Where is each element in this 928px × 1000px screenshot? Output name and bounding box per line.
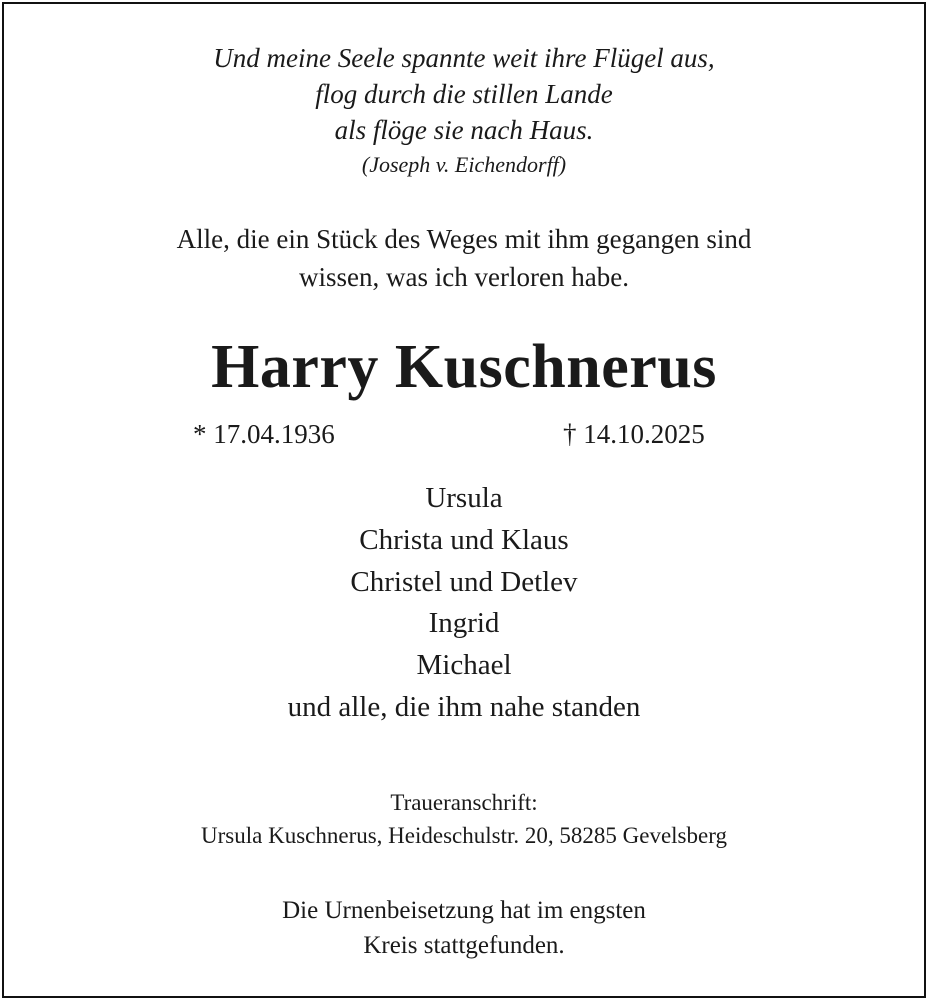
address-label: Traueranschrift: — [390, 790, 538, 815]
burial-notice — [0, 893, 928, 963]
notice-line: Kreis stattgefunden. — [363, 932, 565, 959]
intro-line: Alle, die ein Stück des Weges mit ihm gegangen sind — [176, 224, 752, 254]
intro-text — [0, 220, 928, 296]
deceased-name: Harry Kuschnerus — [211, 333, 717, 401]
notice-line: Die Urnenbeisetzung hat im engsten — [282, 897, 646, 924]
address-value: Ursula Kuschnerus, Heideschulstr. 20, 58285 Gevelsberg — [201, 823, 727, 848]
poem-line: flog durch die stillen Lande — [315, 79, 613, 109]
poem-line: als flöge sie nach Haus. — [334, 115, 594, 145]
mourner-name: Michael — [416, 649, 512, 682]
mourner-name: Ingrid — [428, 607, 500, 640]
mourner-name: und alle, die ihm nahe standen — [287, 690, 641, 723]
death-date: † 14.10.2025 — [563, 419, 705, 449]
intro-line: wissen, was ich verloren habe. — [299, 262, 629, 292]
mourning-address — [0, 786, 928, 852]
mourners-list — [0, 478, 928, 729]
poem-line: Und meine Seele spannte weit ihre Flügel aus, — [213, 43, 715, 73]
poem-author: (Joseph v. Eichendorff) — [361, 152, 567, 177]
birth-date: * 17.04.1936 — [193, 419, 335, 449]
mourner-name: Christa und Klaus — [359, 523, 569, 556]
mourner-name: Ursula — [425, 482, 503, 514]
poem-quote — [0, 40, 928, 182]
mourner-name: Christel und Detlev — [350, 565, 578, 598]
